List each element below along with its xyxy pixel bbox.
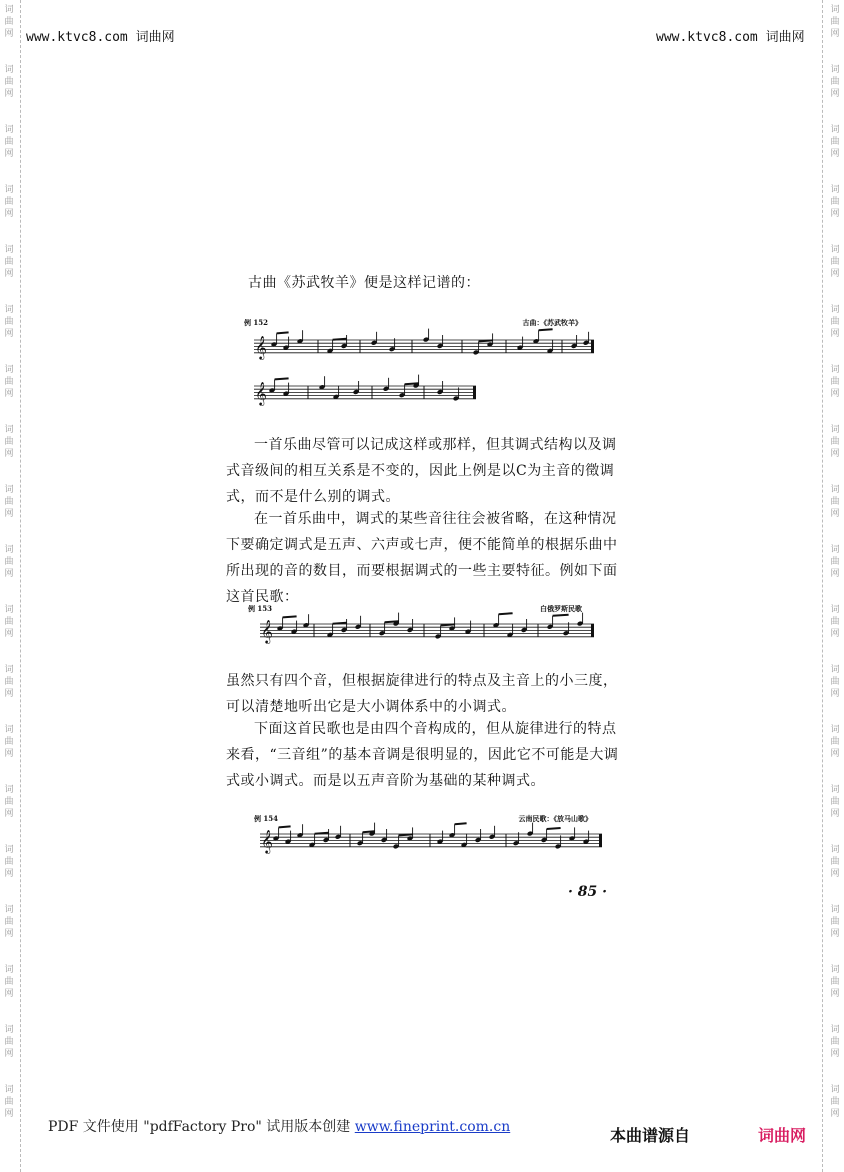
watermark-glyph: 词 xyxy=(830,245,840,255)
watermark-glyph: 曲 xyxy=(4,977,14,987)
watermark-glyph: 曲 xyxy=(4,257,14,267)
watermark-glyph: 网 xyxy=(4,929,14,939)
final-bar xyxy=(599,834,602,847)
paragraph-3: 虽然只有四个音，但根据旋律进行的特点及主音上的小三度，可以清楚地听出它是大小调体系中的小调式。 xyxy=(226,673,618,715)
watermark-glyph: 词 xyxy=(4,1025,14,1035)
watermark-glyph: 词 xyxy=(830,5,840,15)
final-bar xyxy=(473,386,476,399)
note-beam xyxy=(333,339,347,340)
watermark-glyph: 曲 xyxy=(4,797,14,807)
watermark-glyph: 曲 xyxy=(830,497,840,507)
watermark-glyph: 曲 xyxy=(4,557,14,567)
note-beam xyxy=(455,823,467,824)
example-source: 古曲：《苏武牧羊》 xyxy=(522,318,582,327)
watermark-glyph: 词 xyxy=(830,65,840,75)
watermark-glyph: 词 xyxy=(830,785,840,795)
site-watermark-left: www.ktvc8.com 词曲网 xyxy=(26,30,175,45)
treble-clef: 𝄞 xyxy=(261,619,273,643)
watermark-glyph: 曲 xyxy=(4,617,14,627)
watermark-glyph: 词 xyxy=(4,845,14,855)
watermark-glyph: 曲 xyxy=(4,857,14,867)
example-label: 例 152 xyxy=(244,318,269,327)
source-label: 本曲谱源自 xyxy=(610,1126,691,1145)
watermark-glyph: 词 xyxy=(4,245,14,255)
watermark-glyph: 网 xyxy=(4,389,14,399)
watermark-glyph: 词 xyxy=(830,605,840,615)
left-watermark-strip xyxy=(0,0,18,1172)
treble-clef: 𝄞 xyxy=(255,381,267,405)
watermark-glyph: 词 xyxy=(4,1085,14,1095)
watermark-glyph: 词 xyxy=(830,725,840,735)
score-example-152 xyxy=(244,318,596,414)
watermark-glyph: 曲 xyxy=(830,737,840,747)
watermark-glyph: 曲 xyxy=(830,1097,840,1107)
score-example-154 xyxy=(254,814,606,860)
watermark-glyph: 网 xyxy=(830,869,840,879)
watermark-glyph: 曲 xyxy=(4,137,14,147)
watermark-glyph: 词 xyxy=(830,545,840,555)
watermark-glyph: 网 xyxy=(4,629,14,639)
example-label: 例 153 xyxy=(248,604,273,613)
watermark-glyph: 网 xyxy=(830,269,840,279)
right-dashed-border xyxy=(822,0,823,1172)
watermark-glyph: 曲 xyxy=(4,317,14,327)
note-beam xyxy=(315,833,329,834)
watermark-glyph: 网 xyxy=(830,749,840,759)
watermark-glyph: 网 xyxy=(830,29,840,39)
watermark-glyph: 词 xyxy=(830,665,840,675)
staff-line-1 xyxy=(254,329,594,360)
watermark-glyph: 网 xyxy=(830,809,840,819)
watermark-glyph: 网 xyxy=(4,869,14,879)
watermark-glyph: 词 xyxy=(4,305,14,315)
score-example-153 xyxy=(248,604,598,650)
watermark-glyph: 词 xyxy=(4,5,14,15)
watermark-glyph: 词 xyxy=(830,1025,840,1035)
watermark-glyph: 网 xyxy=(4,749,14,759)
watermark-glyph: 词 xyxy=(4,965,14,975)
watermark-glyph: 词 xyxy=(4,785,14,795)
watermark-glyph: 词 xyxy=(830,185,840,195)
note-beam xyxy=(479,340,493,341)
watermark-glyph: 曲 xyxy=(830,1037,840,1047)
watermark-glyph: 曲 xyxy=(830,137,840,147)
note-beam xyxy=(441,624,455,625)
watermark-glyph: 曲 xyxy=(830,437,840,447)
watermark-glyph: 词 xyxy=(4,485,14,495)
note-beam xyxy=(399,834,413,835)
paragraph-4: 下面这首民歌也是由四个音构成的，但从旋律进行的特点来看，“三音组”的基本音调是很明显的，因此它不可能是大调式或小调式。而是以五声音阶为基础的某种调式。 xyxy=(226,721,619,789)
fineprint-link[interactable]: www.fineprint.com.cn xyxy=(354,1119,511,1135)
paragraph-1: 一首乐曲尽管可以记成这样或那样，但其调式结构以及调式音级间的相互关系是不变的，因此上例是以C为主音的徵调式，而不是什么别的调式。 xyxy=(226,437,617,505)
watermark-glyph: 词 xyxy=(4,65,14,75)
watermark-glyph: 曲 xyxy=(4,437,14,447)
final-bar xyxy=(591,340,594,353)
watermark-glyph: 曲 xyxy=(830,17,840,27)
watermark-glyph: 曲 xyxy=(830,677,840,687)
watermark-glyph: 曲 xyxy=(4,1037,14,1047)
watermark-glyph: 曲 xyxy=(4,77,14,87)
watermark-glyph: 网 xyxy=(830,929,840,939)
note-beam xyxy=(547,828,561,829)
watermark-glyph: 网 xyxy=(4,29,14,39)
watermark-glyph: 词 xyxy=(830,365,840,375)
note-beam xyxy=(275,378,289,379)
page-number: · 85 · xyxy=(568,884,607,900)
watermark-glyph: 曲 xyxy=(4,917,14,927)
watermark-glyph: 网 xyxy=(830,449,840,459)
watermark-glyph: 词 xyxy=(4,665,14,675)
watermark-glyph: 词 xyxy=(830,845,840,855)
treble-clef: 𝄞 xyxy=(261,829,273,853)
watermark-glyph: 词 xyxy=(4,605,14,615)
watermark-glyph: 词 xyxy=(830,965,840,975)
watermark-glyph: 词 xyxy=(4,425,14,435)
example-label: 例 154 xyxy=(254,814,279,823)
note-beam xyxy=(539,329,553,330)
watermark-glyph: 词 xyxy=(4,905,14,915)
watermark-glyph: 曲 xyxy=(830,857,840,867)
watermark-glyph: 曲 xyxy=(4,737,14,747)
final-bar xyxy=(591,624,594,637)
watermark-glyph: 曲 xyxy=(830,197,840,207)
brand-label[interactable]: 词曲网 xyxy=(758,1126,807,1145)
watermark-glyph: 曲 xyxy=(830,377,840,387)
watermark-glyph: 网 xyxy=(830,1109,840,1119)
watermark-glyph: 网 xyxy=(830,989,840,999)
watermark-glyph: 网 xyxy=(830,89,840,99)
staff-line-2 xyxy=(254,375,476,406)
watermark-glyph: 曲 xyxy=(4,1097,14,1107)
note-beam xyxy=(279,826,291,827)
staff-notation xyxy=(244,318,596,414)
watermark-glyph: 曲 xyxy=(4,17,14,27)
watermark-glyph: 词 xyxy=(4,365,14,375)
watermark-glyph: 网 xyxy=(4,1109,14,1119)
example-source: 白俄罗斯民歌 xyxy=(540,604,582,613)
watermark-glyph: 网 xyxy=(830,209,840,219)
watermark-glyph: 曲 xyxy=(830,917,840,927)
watermark-glyph: 网 xyxy=(4,509,14,519)
watermark-glyph: 曲 xyxy=(4,677,14,687)
watermark-glyph: 曲 xyxy=(4,377,14,387)
pdf-creator-text: PDF 文件使用 "pdfFactory Pro" 试用版本创建 xyxy=(48,1119,355,1135)
watermark-glyph: 词 xyxy=(830,905,840,915)
watermark-glyph: 网 xyxy=(4,269,14,279)
watermark-glyph: 网 xyxy=(4,989,14,999)
note-beam xyxy=(553,615,569,616)
example-source: 云南民歌：《放马山歌》 xyxy=(518,814,592,823)
intro-line: 古曲《苏武牧羊》便是这样记谱的： xyxy=(248,275,480,291)
watermark-glyph: 词 xyxy=(830,425,840,435)
watermark-glyph: 词 xyxy=(4,545,14,555)
watermark-glyph: 曲 xyxy=(830,797,840,807)
watermark-glyph: 网 xyxy=(4,569,14,579)
note-beam xyxy=(277,332,289,333)
staff-notation xyxy=(248,604,598,650)
right-watermark-strip xyxy=(826,0,844,1172)
watermark-glyph: 词 xyxy=(830,485,840,495)
site-watermark-right: www.ktvc8.com 词曲网 xyxy=(656,30,805,45)
watermark-glyph: 网 xyxy=(4,209,14,219)
watermark-glyph: 词 xyxy=(4,725,14,735)
left-dashed-border xyxy=(20,0,21,1172)
watermark-glyph: 网 xyxy=(4,1049,14,1059)
watermark-glyph: 曲 xyxy=(830,557,840,567)
watermark-glyph: 词 xyxy=(4,125,14,135)
watermark-glyph: 词 xyxy=(830,305,840,315)
watermark-glyph: 网 xyxy=(4,809,14,819)
watermark-glyph: 网 xyxy=(4,149,14,159)
watermark-glyph: 网 xyxy=(4,89,14,99)
note-beam xyxy=(333,623,347,624)
staff-notation xyxy=(254,814,606,860)
watermark-glyph: 网 xyxy=(4,449,14,459)
watermark-glyph: 网 xyxy=(830,389,840,399)
note-beam xyxy=(499,613,513,614)
pdf-creator-note xyxy=(48,1116,510,1136)
watermark-glyph: 网 xyxy=(830,689,840,699)
paragraph-2: 在一首乐曲中，调式的某些音往往会被省略，在这种情况下要确定调式是五声、六声或七声，便不能简单的根据乐曲中所出现的音的数目，而要根据调式的一些主要特征。例如下面这首民歌： xyxy=(226,511,618,605)
watermark-glyph: 网 xyxy=(830,629,840,639)
watermark-glyph: 网 xyxy=(4,689,14,699)
treble-clef: 𝄞 xyxy=(255,335,267,359)
watermark-glyph: 曲 xyxy=(830,617,840,627)
watermark-glyph: 曲 xyxy=(4,197,14,207)
watermark-glyph: 曲 xyxy=(830,977,840,987)
watermark-glyph: 曲 xyxy=(4,497,14,507)
watermark-glyph: 网 xyxy=(830,1049,840,1059)
watermark-glyph: 曲 xyxy=(830,317,840,327)
watermark-glyph: 网 xyxy=(4,329,14,339)
watermark-glyph: 词 xyxy=(4,185,14,195)
note-beam xyxy=(283,616,297,617)
watermark-glyph: 曲 xyxy=(830,257,840,267)
watermark-glyph: 词 xyxy=(830,125,840,135)
watermark-glyph: 网 xyxy=(830,569,840,579)
watermark-glyph: 网 xyxy=(830,149,840,159)
watermark-glyph: 曲 xyxy=(830,77,840,87)
watermark-glyph: 网 xyxy=(830,329,840,339)
watermark-glyph: 网 xyxy=(830,509,840,519)
watermark-glyph: 词 xyxy=(830,1085,840,1095)
